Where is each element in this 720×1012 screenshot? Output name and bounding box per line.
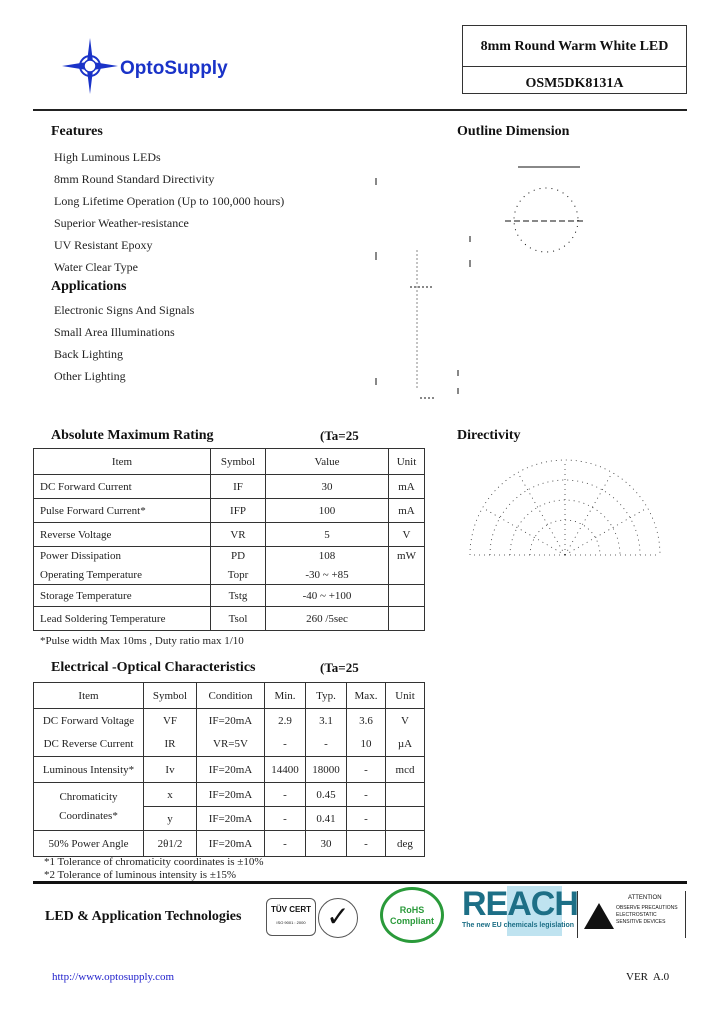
reach-logo xyxy=(462,885,578,936)
cell: 260 /5sec xyxy=(266,607,389,631)
cell: µA xyxy=(386,733,425,757)
cell: - xyxy=(306,733,347,757)
table-row xyxy=(34,547,425,566)
cell: Tsol xyxy=(211,607,266,631)
cell xyxy=(389,585,425,607)
table-row xyxy=(34,499,425,523)
cell: 10 xyxy=(347,733,386,757)
cell: mA xyxy=(389,475,425,499)
esd-warning-label xyxy=(577,891,686,938)
cell: VR xyxy=(211,523,266,547)
cell: Operating Temperature xyxy=(34,566,211,585)
cell: 14400 xyxy=(265,757,306,783)
cell: Reverse Voltage xyxy=(34,523,211,547)
application-item: Small Area Illuminations xyxy=(54,325,175,339)
cell xyxy=(389,607,425,631)
col-header: Symbol xyxy=(144,683,197,709)
col-header: Unit xyxy=(389,449,425,475)
cell: Chromaticity Coordinates* xyxy=(34,783,144,831)
cell: PD xyxy=(211,547,266,566)
abs-max-heading: Absolute Maximum Rating xyxy=(51,428,214,443)
cell: IFP xyxy=(211,499,266,523)
feature-item: UV Resistant Epoxy xyxy=(54,238,153,252)
title-box xyxy=(462,25,687,94)
table-header-row xyxy=(34,449,425,475)
check-mark-icon: ✓ xyxy=(318,898,358,938)
cell: 30 xyxy=(266,475,389,499)
cell: - xyxy=(347,757,386,783)
feature-item: High Luminous LEDs xyxy=(54,150,161,164)
product-title: 8mm Round Warm White LED xyxy=(463,26,686,67)
cell: - xyxy=(265,831,306,857)
applications-heading: Applications xyxy=(51,279,127,294)
cell: Storage Temperature xyxy=(34,585,211,607)
col-header: Typ. xyxy=(306,683,347,709)
tuv-logo xyxy=(266,898,316,936)
cell: - xyxy=(347,807,386,831)
table-row xyxy=(34,831,425,857)
abs-max-table xyxy=(33,448,425,631)
cell: mW xyxy=(389,547,425,566)
cell: VR=5V xyxy=(197,733,265,757)
cell: 2.9 xyxy=(265,709,306,733)
cell: - xyxy=(265,783,306,807)
application-item: Other Lighting xyxy=(54,369,126,383)
cell: 18000 xyxy=(306,757,347,783)
eo-condition: (Ta=25 xyxy=(320,660,359,675)
col-header: Value xyxy=(266,449,389,475)
version-label: VER A.0 xyxy=(626,971,670,983)
footer-divider xyxy=(33,881,687,884)
feature-item: Long Lifetime Operation (Up to 100,000 hours) xyxy=(54,194,285,208)
col-header: Item xyxy=(34,683,144,709)
cell: V xyxy=(389,523,425,547)
star-logo-icon xyxy=(58,36,128,96)
table-row xyxy=(34,566,425,585)
col-header: Min. xyxy=(265,683,306,709)
table-row xyxy=(34,475,425,499)
feature-item: 8mm Round Standard Directivity xyxy=(54,172,215,186)
cell: 50% Power Angle xyxy=(34,831,144,857)
cell xyxy=(386,807,425,831)
cell: V xyxy=(386,709,425,733)
cell: IF=20mA xyxy=(197,783,265,807)
reach-text: REACH xyxy=(462,885,578,923)
table-header-row xyxy=(34,683,425,709)
cell: 3.6 xyxy=(347,709,386,733)
rohs-logo: RoHS Compliant xyxy=(380,887,444,943)
table-row xyxy=(34,733,425,757)
outline-heading: Outline Dimension xyxy=(457,124,570,139)
cell: 2θ1/2 xyxy=(144,831,197,857)
cell: Lead Soldering Temperature xyxy=(34,607,211,631)
directivity-heading: Directivity xyxy=(457,428,521,443)
esd-warning-icon xyxy=(583,901,615,931)
cell: Topr xyxy=(211,566,266,585)
reach-sub-text: The new EU chemicals legislation xyxy=(462,922,575,929)
directivity-diagram xyxy=(460,455,670,565)
cell: IF=20mA xyxy=(197,807,265,831)
cell: Pulse Forward Current* xyxy=(34,499,211,523)
cell: 0.41 xyxy=(306,807,347,831)
feature-item: Superior Weather-resistance xyxy=(54,216,189,230)
col-header: Unit xyxy=(386,683,425,709)
cell: - xyxy=(265,733,306,757)
header-divider xyxy=(33,109,687,111)
col-header: Item xyxy=(34,449,211,475)
cell xyxy=(386,783,425,807)
esd-text: OBSERVE PRECAUTIONS ELECTROSTATIC SENSITIVE DEVICES xyxy=(616,905,678,925)
features-heading: Features xyxy=(51,124,103,139)
table-row xyxy=(34,523,425,547)
table-row xyxy=(34,585,425,607)
tuv-sub-text: ISO 9001 : 2000 xyxy=(276,920,306,925)
cell: IF=20mA xyxy=(197,831,265,857)
col-header: Max. xyxy=(347,683,386,709)
cell: IF xyxy=(211,475,266,499)
cell: deg xyxy=(386,831,425,857)
brand-name: OptoSupply xyxy=(120,58,228,79)
outline-drawing xyxy=(360,150,600,410)
cell: -30 ~ +85 xyxy=(266,566,389,585)
cell xyxy=(389,566,425,585)
cell: - xyxy=(347,831,386,857)
tuv-text: TÜV CERT xyxy=(271,905,311,914)
table-row xyxy=(34,783,425,807)
table-row xyxy=(34,709,425,733)
cell: 108 xyxy=(266,547,389,566)
cell: Iv xyxy=(144,757,197,783)
cell: 5 xyxy=(266,523,389,547)
cell: Tstg xyxy=(211,585,266,607)
cell: mA xyxy=(389,499,425,523)
col-header: Condition xyxy=(197,683,265,709)
cell: y xyxy=(144,807,197,831)
cell: 0.45 xyxy=(306,783,347,807)
cell: IR xyxy=(144,733,197,757)
footer-tagline: LED & Application Technologies xyxy=(45,909,242,924)
website-link[interactable]: http://www.optosupply.com xyxy=(52,971,175,983)
cell: IF=20mA xyxy=(197,757,265,783)
eo-note: *2 Tolerance of luminous intensity is ±15% xyxy=(44,869,237,881)
cell: -40 ~ +100 xyxy=(266,585,389,607)
application-item: Electronic Signs And Signals xyxy=(54,303,195,317)
abs-max-note: *Pulse width Max 10ms , Duty ratio max 1/10 xyxy=(40,635,244,647)
cell: 3.1 xyxy=(306,709,347,733)
abs-max-condition: (Ta=25 xyxy=(320,428,359,443)
cell: 30 xyxy=(306,831,347,857)
col-header: Symbol xyxy=(211,449,266,475)
cell: 100 xyxy=(266,499,389,523)
cell: x xyxy=(144,783,197,807)
eo-heading: Electrical -Optical Characteristics xyxy=(51,660,256,675)
cell: Power Dissipation xyxy=(34,547,211,566)
part-number: OSM5DK8131A xyxy=(525,76,624,91)
cell: mcd xyxy=(386,757,425,783)
brand-logo xyxy=(58,36,268,96)
cell: DC Forward Current xyxy=(34,475,211,499)
cell: - xyxy=(347,783,386,807)
table-row xyxy=(34,607,425,631)
cell: DC Forward Voltage xyxy=(34,709,144,733)
cell: - xyxy=(265,807,306,831)
cell: DC Reverse Current xyxy=(34,733,144,757)
cell: IF=20mA xyxy=(197,709,265,733)
application-item: Back Lighting xyxy=(54,347,123,361)
eo-note: *1 Tolerance of chromaticity coordinates is ±10% xyxy=(44,856,264,868)
cell: Luminous Intensity* xyxy=(34,757,144,783)
feature-item: Water Clear Type xyxy=(54,260,138,274)
table-row xyxy=(34,757,425,783)
esd-title: ATTENTION xyxy=(628,895,662,901)
eo-table xyxy=(33,682,425,857)
cell: VF xyxy=(144,709,197,733)
